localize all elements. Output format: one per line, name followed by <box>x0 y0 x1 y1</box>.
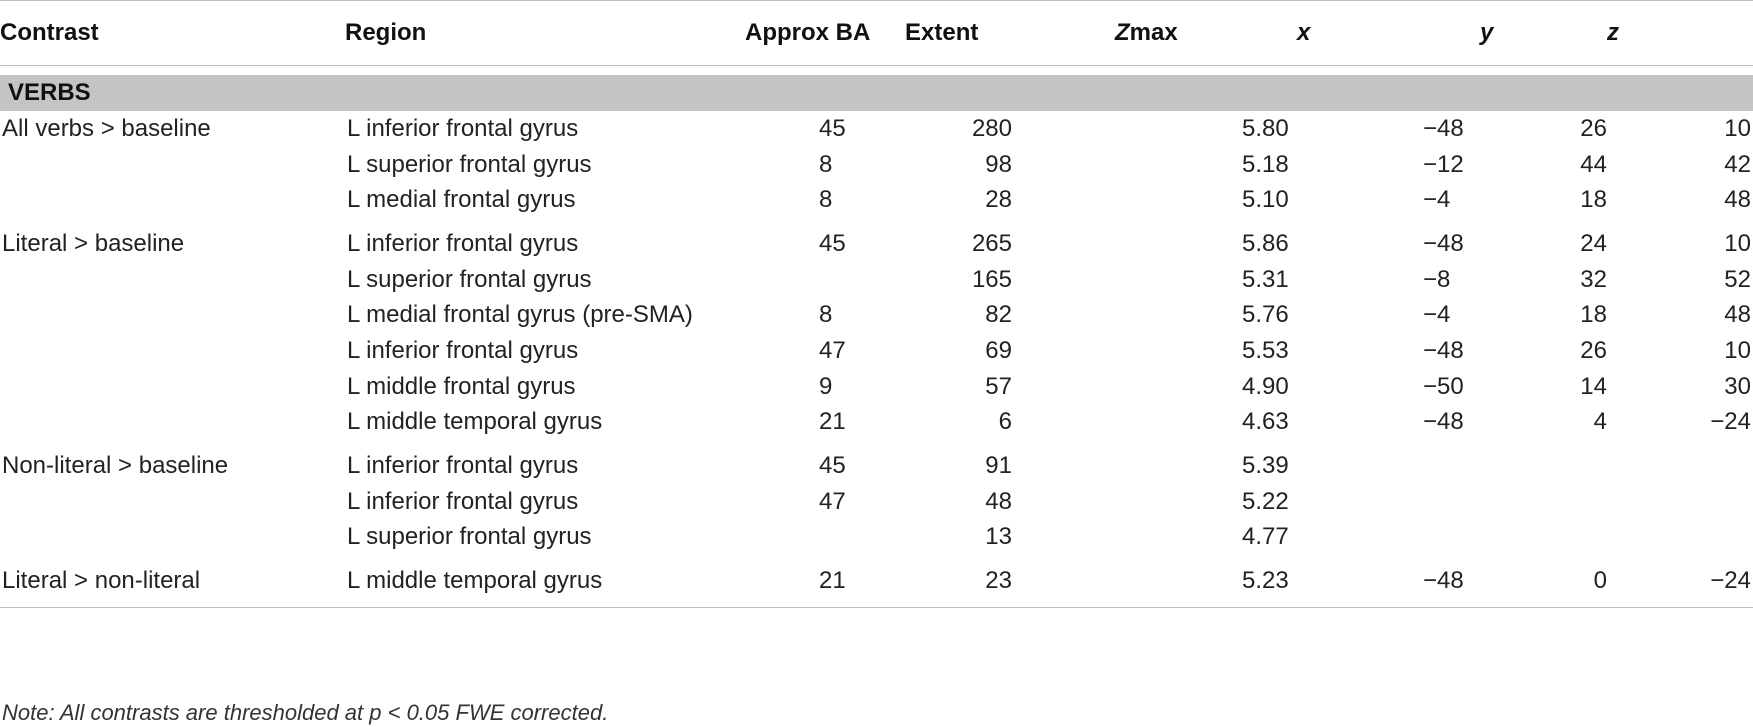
table-row <box>0 440 1753 484</box>
cell-zmax: 5.18 <box>1242 150 1289 178</box>
cell-y: 26 <box>1580 114 1607 142</box>
cell-approx-ba: 8 <box>819 186 833 214</box>
header-x: x <box>1297 1 1480 66</box>
cell-zmax: 5.86 <box>1242 229 1289 257</box>
cell-zmax: 5.76 <box>1242 301 1289 329</box>
cell-region: L superior frontal gyrus <box>347 523 592 551</box>
cell-y <box>1480 484 1607 520</box>
cell-x: −4 <box>1423 301 1451 329</box>
table-body <box>0 66 1753 608</box>
cell-extent: 57 <box>985 372 1012 400</box>
cell-z: −24 <box>1710 567 1751 595</box>
cell-region: L medial frontal gyrus (pre-SMA) <box>347 301 693 329</box>
section-row-verbs <box>0 75 1753 111</box>
cell-extent: 280 <box>971 114 1012 142</box>
cell-zmax: 5.53 <box>1242 336 1289 364</box>
table-note: Note: All contrasts are thresholded at p < 0.05 FWE corrected. <box>2 700 609 725</box>
header-contrast: Contrast <box>0 1 345 66</box>
cell-zmax: 5.22 <box>1242 487 1289 515</box>
cell-contrast: Non-literal > baseline <box>2 452 229 480</box>
cell-approx-ba: 45 <box>819 114 846 142</box>
header-approx-ba: Approx BA <box>745 1 905 66</box>
cell-contrast <box>0 369 345 405</box>
cell-z: 42 <box>1724 150 1751 178</box>
cell-contrast <box>0 405 345 441</box>
cell-x: −48 <box>1423 229 1464 257</box>
header-y: y <box>1480 1 1607 66</box>
cell-z: 30 <box>1724 372 1751 400</box>
cell-y: 14 <box>1580 372 1607 400</box>
table-row <box>0 182 1753 218</box>
cell-extent: 82 <box>985 301 1012 329</box>
spacer-cell <box>0 66 1753 76</box>
bottom-rule-cell <box>0 599 1753 608</box>
cell-contrast <box>0 297 345 333</box>
cell-approx-ba: 21 <box>819 567 846 595</box>
cell-z: 10 <box>1724 229 1751 257</box>
table-row <box>0 405 1753 441</box>
cell-y: 18 <box>1580 186 1607 214</box>
cell-contrast <box>0 333 345 369</box>
cell-approx-ba: 8 <box>819 301 833 329</box>
cell-extent: 165 <box>971 265 1012 293</box>
cell-z: 48 <box>1724 186 1751 214</box>
cell-x: −4 <box>1423 186 1451 214</box>
cell-z <box>1607 440 1753 484</box>
cell-contrast <box>0 262 345 298</box>
cell-zmax: 5.39 <box>1242 452 1289 480</box>
cell-y: 0 <box>1593 567 1607 595</box>
cell-contrast <box>0 182 345 218</box>
cell-z <box>1607 484 1753 520</box>
table-row <box>0 111 1753 147</box>
header-zmax-rest: max <box>1129 19 1178 46</box>
cell-contrast: Literal > baseline <box>2 229 185 257</box>
table-row <box>0 218 1753 262</box>
cell-extent: 28 <box>985 186 1012 214</box>
cell-extent: 48 <box>985 487 1012 515</box>
cell-region: L medial frontal gyrus <box>347 186 576 214</box>
cell-x: −48 <box>1423 567 1464 595</box>
cell-extent: 98 <box>985 150 1012 178</box>
cell-region: L inferior frontal gyrus <box>347 452 579 480</box>
cell-contrast: All verbs > baseline <box>2 114 211 142</box>
cell-extent: 69 <box>985 336 1012 364</box>
cell-approx-ba: 45 <box>819 452 846 480</box>
cell-zmax: 4.63 <box>1242 408 1289 436</box>
section-label: VERBS <box>0 75 1753 111</box>
cell-extent: 13 <box>985 523 1012 551</box>
cell-contrast <box>0 484 345 520</box>
cell-y: 4 <box>1593 408 1607 436</box>
cell-x: −50 <box>1423 372 1464 400</box>
cell-z <box>1607 520 1753 556</box>
cell-y <box>1480 520 1607 556</box>
cell-z: 52 <box>1724 265 1751 293</box>
table-row <box>0 369 1753 405</box>
cell-zmax: 5.10 <box>1242 186 1289 214</box>
cell-y: 32 <box>1580 265 1607 293</box>
cell-z: −24 <box>1710 408 1751 436</box>
cell-y <box>1480 440 1607 484</box>
spacer-row <box>0 66 1753 76</box>
header-extent: Extent <box>905 1 1115 66</box>
cell-contrast: Literal > non-literal <box>2 567 201 595</box>
table-row <box>0 333 1753 369</box>
cell-approx-ba: 8 <box>819 150 833 178</box>
cell-region: L middle frontal gyrus <box>347 372 576 400</box>
header-zmax-z: Z <box>1115 19 1130 46</box>
cell-extent: 6 <box>998 408 1012 436</box>
cell-zmax: 4.90 <box>1242 372 1289 400</box>
cell-z: 48 <box>1724 301 1751 329</box>
cell-x: −48 <box>1423 114 1464 142</box>
table-row <box>0 555 1753 599</box>
cell-contrast <box>0 147 345 183</box>
cell-x: −8 <box>1423 265 1451 293</box>
cell-zmax: 4.77 <box>1242 523 1289 551</box>
cell-y: 26 <box>1580 336 1607 364</box>
cell-region: L middle temporal gyrus <box>347 567 603 595</box>
cell-region: L middle temporal gyrus <box>347 408 603 436</box>
cell-approx-ba <box>745 262 905 298</box>
cell-region: L inferior frontal gyrus <box>347 114 579 142</box>
cell-contrast <box>0 520 345 556</box>
cell-region: L inferior frontal gyrus <box>347 229 579 257</box>
cell-extent: 265 <box>971 229 1012 257</box>
table-header-row <box>0 1 1753 66</box>
header-z: z <box>1607 1 1753 66</box>
cell-approx-ba: 47 <box>819 487 846 515</box>
cell-y: 24 <box>1580 229 1607 257</box>
cell-extent: 23 <box>985 567 1012 595</box>
cell-x <box>1297 440 1480 484</box>
cell-approx-ba: 47 <box>819 336 846 364</box>
cell-approx-ba: 45 <box>819 229 846 257</box>
cell-region: L superior frontal gyrus <box>347 150 592 178</box>
cell-x: −48 <box>1423 408 1464 436</box>
table-row <box>0 147 1753 183</box>
cell-y: 18 <box>1580 301 1607 329</box>
cell-z: 10 <box>1724 114 1751 142</box>
cell-zmax: 5.23 <box>1242 567 1289 595</box>
bottom-rule-row <box>0 599 1753 608</box>
table-row <box>0 484 1753 520</box>
cell-approx-ba: 9 <box>819 372 833 400</box>
cell-extent: 91 <box>985 452 1012 480</box>
cell-x: −12 <box>1423 150 1464 178</box>
table-row <box>0 520 1753 556</box>
header-region: Region <box>345 1 745 66</box>
cell-z: 10 <box>1724 336 1751 364</box>
cell-y: 44 <box>1580 150 1607 178</box>
cell-x <box>1297 484 1480 520</box>
cell-approx-ba <box>745 520 905 556</box>
cell-x: −48 <box>1423 336 1464 364</box>
cell-zmax: 5.31 <box>1242 265 1289 293</box>
header-zmax <box>1115 1 1297 66</box>
cell-zmax: 5.80 <box>1242 114 1289 142</box>
cell-region: L superior frontal gyrus <box>347 265 592 293</box>
table-row <box>0 297 1753 333</box>
cell-approx-ba: 21 <box>819 408 846 436</box>
table-row <box>0 262 1753 298</box>
cell-region: L inferior frontal gyrus <box>347 487 579 515</box>
cell-region: L inferior frontal gyrus <box>347 336 579 364</box>
cell-x <box>1297 520 1480 556</box>
